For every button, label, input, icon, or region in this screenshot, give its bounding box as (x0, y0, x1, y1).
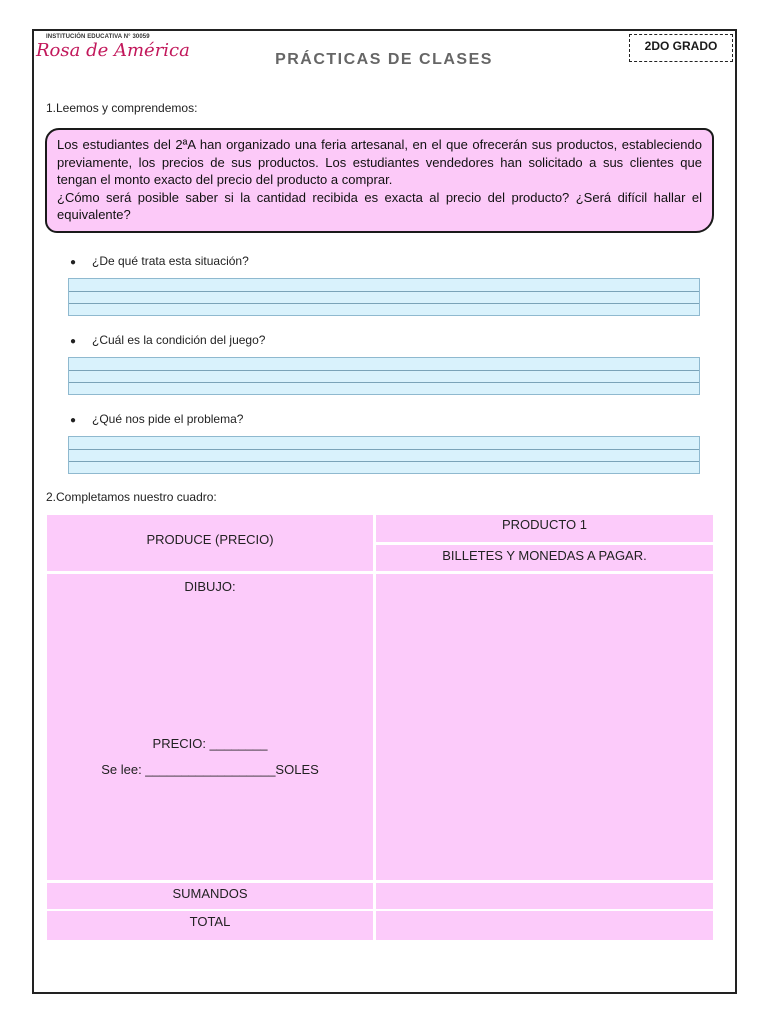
total-cell (47, 911, 373, 940)
produce-label: PRODUCE (PRECIO) (146, 532, 274, 547)
answer-field-1[interactable] (68, 278, 700, 316)
question-1-text: ¿De qué trata esta situación? (92, 254, 249, 268)
answer-line (69, 382, 699, 383)
question-2-text: ¿Cuál es la condición del juego? (92, 333, 266, 347)
total-answer-cell[interactable] (376, 911, 713, 940)
school-name: Rosa de América (36, 40, 190, 61)
question-3 (70, 412, 243, 426)
answer-field-2[interactable] (68, 357, 700, 395)
product-label: PRODUCTO 1 (502, 517, 587, 532)
bullet-icon: ● (70, 336, 77, 347)
page-title: PRÁCTICAS DE CLASES (275, 51, 493, 68)
reading-paragraph-1: Los estudiantes del 2ªA han organizado una feria artesanal, en el que ofrecerán sus productos, estableciendo previamente, los precios de sus productos. Los estudiantes vendedores han solicitado a sus clientes que tengan el monto exacto del precio del producto a comprar. (57, 137, 702, 187)
bills-header-cell (376, 545, 713, 571)
answer-field-3[interactable] (68, 436, 700, 474)
reads-line: Se lee: __________________SOLES (101, 762, 319, 777)
drawing-label: DIBUJO: (184, 579, 236, 594)
price-line: PRECIO: ________ (152, 736, 268, 751)
answer-line (69, 370, 699, 371)
reading-paragraph-2: ¿Cómo será posible saber si la cantidad recibida es exacta al precio del producto? ¿Será difícil hallar el equivalente? (57, 189, 702, 222)
bills-label: BILLETES Y MONEDAS A PAGAR. (442, 548, 647, 563)
answer-line (69, 461, 699, 462)
grade-badge: 2DO GRADO (629, 34, 733, 62)
drawing-cell[interactable] (47, 574, 373, 880)
question-2 (70, 333, 265, 347)
reading-passage (45, 128, 714, 233)
total-label: TOTAL (189, 914, 231, 929)
question-1 (70, 254, 249, 268)
produce-header-cell (47, 515, 373, 571)
bullet-icon: ● (70, 257, 77, 268)
answer-line (69, 449, 699, 450)
answer-line (69, 303, 699, 304)
addends-cell (47, 883, 373, 909)
answer-line (69, 291, 699, 292)
addends-answer-cell[interactable] (376, 883, 713, 909)
section1-heading: 1.Leemos y comprendemos: (46, 101, 198, 115)
bullet-icon: ● (70, 415, 77, 426)
addends-label: SUMANDOS (172, 886, 248, 901)
product-table (47, 515, 713, 940)
section2-heading: 2.Completamos nuestro cuadro: (46, 490, 217, 504)
school-line: INSTITUCIÓN EDUCATIVA N° 30059 (46, 34, 150, 40)
question-3-text: ¿Qué nos pide el problema? (92, 412, 244, 426)
product-header-cell (376, 515, 713, 542)
bills-answer-cell[interactable] (376, 574, 713, 880)
